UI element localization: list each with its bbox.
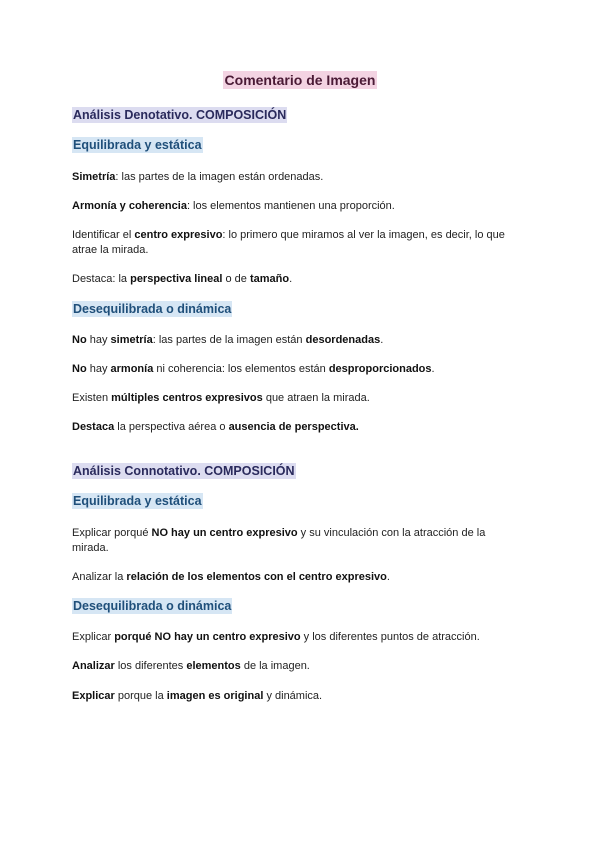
paragraph-centro-expresivo: Identificar el centro expresivo: lo primero que miramos al ver la imagen, es decir, lo que atrae la mirada. bbox=[72, 229, 505, 256]
paragraph-no-armonia: No hay armonía ni coherencia: los elementos están desproporcionados. bbox=[72, 363, 435, 375]
paragraph-simetria: Simetría: las partes de la imagen están ordenadas. bbox=[72, 171, 324, 183]
paragraph-destaca: Destaca: la perspectiva lineal o de tamaño. bbox=[72, 273, 293, 285]
paragraph-analizar-elementos: Analizar los diferentes elementos de la imagen. bbox=[72, 660, 310, 672]
subheading-desequilibrada-2: Desequilibrada o dinámica bbox=[73, 599, 232, 613]
paragraph-no-simetria: No hay simetría: las partes de la imagen están desordenadas. bbox=[72, 334, 384, 346]
subheading-equilibrada: Equilibrada y estática bbox=[73, 138, 202, 152]
document-title-text: Comentario de Imagen bbox=[224, 72, 376, 88]
paragraph-multiples-centros: Existen múltiples centros expresivos que atraen la mirada. bbox=[72, 392, 370, 404]
paragraph-explicar-puntos: Explicar porqué NO hay un centro expresivo y los diferentes puntos de atracción. bbox=[72, 631, 480, 643]
section-heading-connotativo: Análisis Connotativo. COMPOSICIÓN bbox=[73, 464, 295, 478]
paragraph-destaca-perspectiva: Destaca la perspectiva aérea o ausencia de perspectiva. bbox=[72, 421, 359, 433]
paragraph-explicar-no-centro: Explicar porqué NO hay un centro expresivo y su vinculación con la atracción de la mirada. bbox=[72, 527, 486, 554]
paragraph-armonia: Armonía y coherencia: los elementos mantienen una proporción. bbox=[72, 200, 395, 212]
section-heading-denotativo: Análisis Denotativo. COMPOSICIÓN bbox=[73, 108, 287, 122]
subheading-desequilibrada: Desequilibrada o dinámica bbox=[73, 302, 232, 316]
document-title bbox=[0, 72, 600, 90]
paragraph-analizar-relacion: Analizar la relación de los elementos con el centro expresivo. bbox=[72, 571, 390, 583]
subheading-equilibrada-2: Equilibrada y estática bbox=[73, 494, 202, 508]
paragraph-explicar-original: Explicar porque la imagen es original y dinámica. bbox=[72, 690, 323, 702]
